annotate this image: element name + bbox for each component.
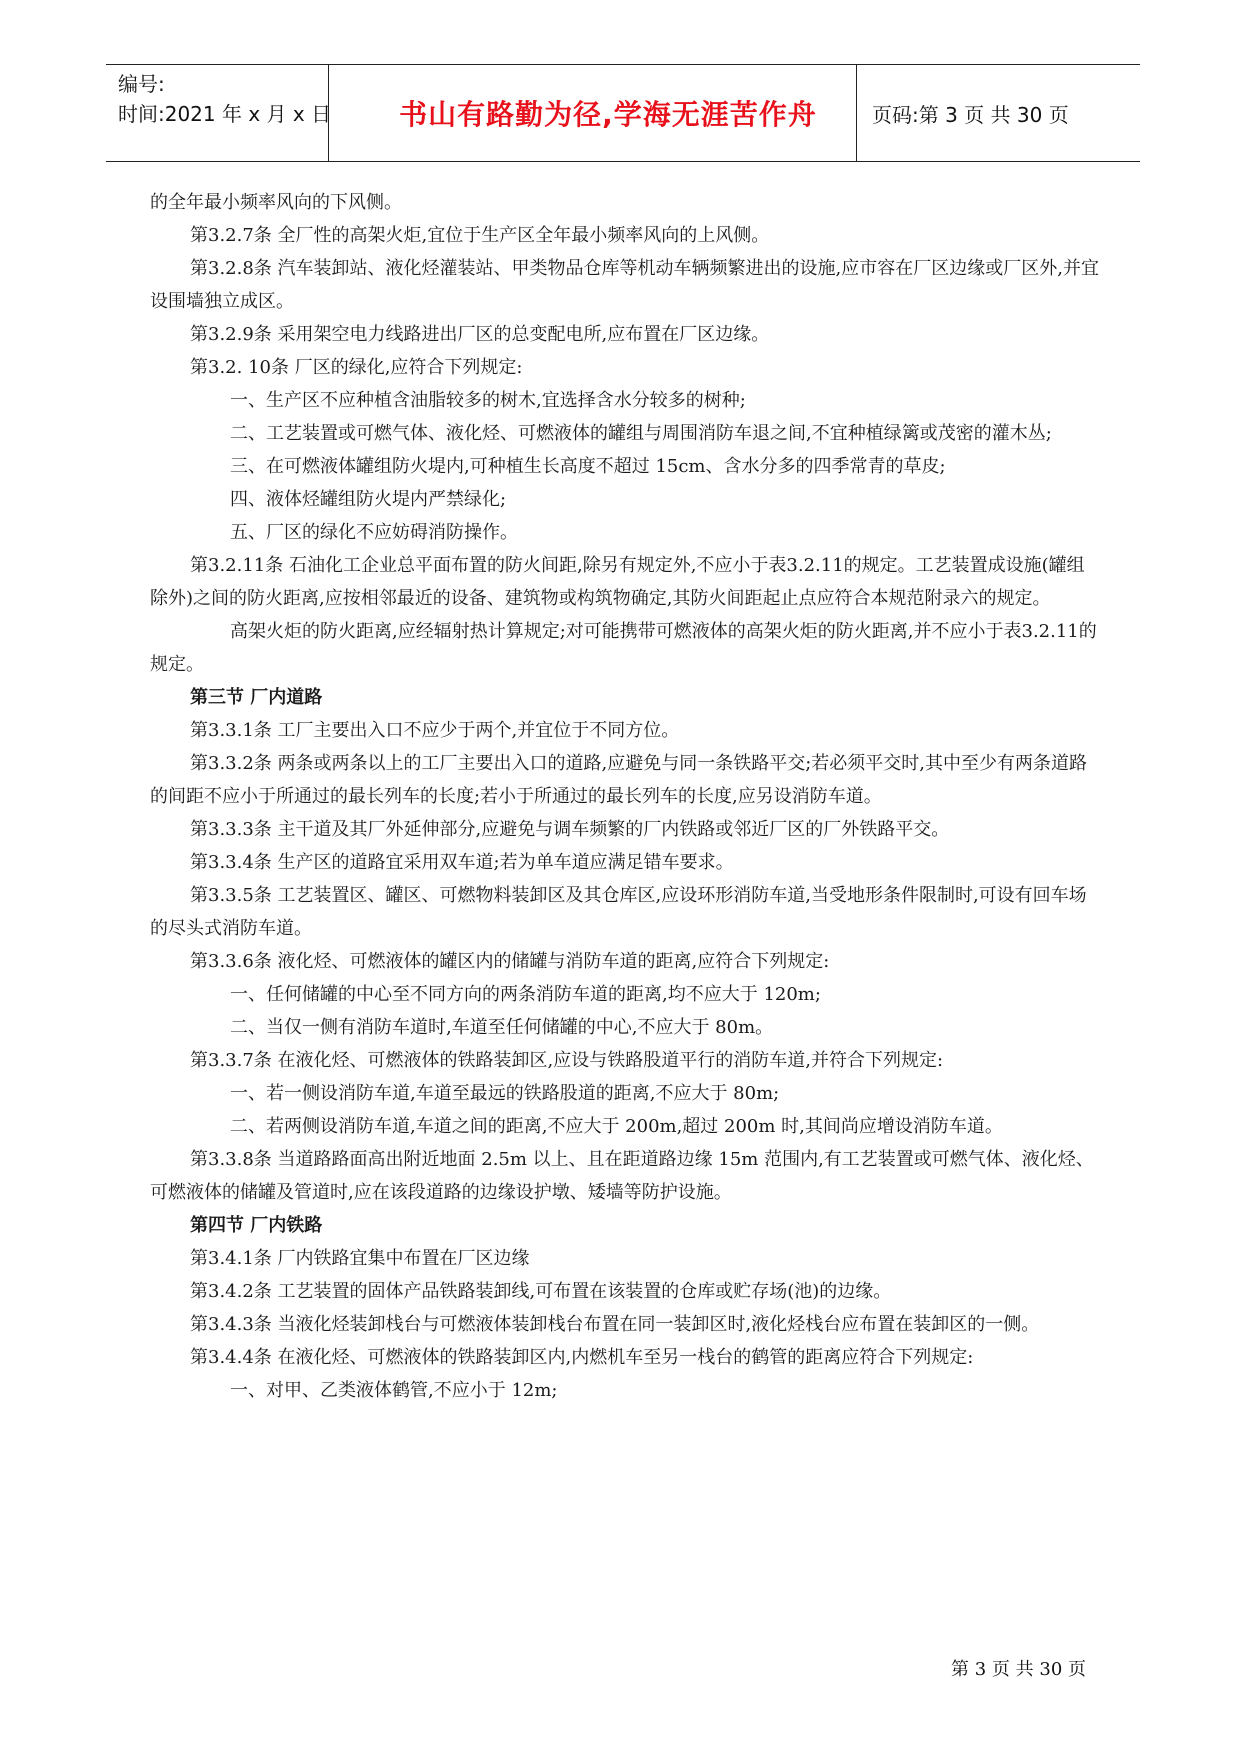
header-divider	[328, 65, 329, 161]
body-paragraph: 第3.3.4条 生产区的道路宜采用双车道;若为单车道应满足错车要求。	[190, 852, 734, 873]
body-paragraph: 第3.4.2条 工艺装置的固体产品铁路装卸线,可布置在该装置的仓库或贮存场(池)的边缘。	[190, 1281, 892, 1302]
body-paragraph: 一、生产区不应种植含油脂较多的树木,宜选择含水分较多的树种;	[230, 390, 746, 411]
body-paragraph: 第3.3.3条 主干道及其厂外延伸部分,应避免与调车频繁的厂内铁路或邻近厂区的厂外铁路平交。	[190, 819, 950, 840]
section-heading: 第三节 厂内道路	[190, 687, 323, 708]
body-paragraph: 一、若一侧设消防车道,车道至最远的铁路股道的距离,不应大于 80m;	[230, 1083, 780, 1104]
section-heading: 第四节 厂内铁路	[190, 1215, 323, 1236]
page-footer: 第 3 页 共 30 页	[951, 1659, 1086, 1680]
header-motto: 书山有路勤为径,学海无涯苦作舟	[399, 98, 817, 131]
body-paragraph: 的全年最小频率风向的下风侧。	[150, 192, 402, 213]
body-paragraph: 高架火炬的防火距离,应经辐射热计算规定;对可能携带可燃液体的高架火炬的防火距离,并不应小于表3.2.11的规定。	[150, 621, 1097, 675]
body-paragraph: 第3.3.2条 两条或两条以上的工厂主要出入口的道路,应避免与同一条铁路平交;若必须平交时,其中至少有两条道路的间距不应小于所通过的最长列车的长度;若小于所通过的最长列车的长度,应另设消防车道。	[150, 753, 1088, 807]
body-paragraph: 第3.2. 10条 厂区的绿化,应符合下列规定:	[190, 357, 523, 378]
body-paragraph: 第3.4.4条 在液化烃、可燃液体的铁路装卸区内,内燃机车至另一栈台的鹤管的距离应符合下列规定:	[190, 1347, 974, 1368]
document-number-label: 编号:	[118, 72, 165, 96]
page-header	[106, 64, 1140, 162]
body-paragraph: 第3.4.3条 当液化烃装卸栈台与可燃液体装卸栈台布置在同一装卸区时,液化烃栈台应布置在装卸区的一侧。	[190, 1314, 1040, 1335]
body-paragraph: 二、若两侧设消防车道,车道之间的距离,不应大于 200m,超过 200m 时,其间尚应增设消防车道。	[230, 1116, 1003, 1137]
body-paragraph: 一、任何储罐的中心至不同方向的两条消防车道的距离,均不应大于 120m;	[230, 984, 821, 1005]
body-paragraph: 四、液体烃罐组防火堤内严禁绿化;	[230, 489, 507, 510]
body-paragraph: 第3.2.8条 汽车装卸站、液化烃灌装站、甲类物品仓库等机动车辆频繁进出的设施,应市容在厂区边缘或厂区外,并宜设围墙独立成区。	[150, 258, 1099, 312]
body-paragraph: 二、工艺装置或可燃气体、液化烃、可燃液体的罐组与周围消防车退之间,不宜种植绿篱或茂密的灌木丛;	[230, 423, 1052, 444]
document-body	[150, 186, 1100, 1407]
body-paragraph: 五、厂区的绿化不应妨碍消防操作。	[230, 522, 518, 543]
header-divider	[856, 65, 857, 161]
body-paragraph: 第3.3.1条 工厂主要出入口不应少于两个,并宜位于不同方位。	[190, 720, 680, 741]
body-paragraph: 第3.2.9条 采用架空电力线路进出厂区的总变配电所,应布置在厂区边缘。	[190, 324, 770, 345]
body-paragraph: 三、在可燃液体罐组防火堤内,可种植生长高度不超过 15cm、含水分多的四季常青的草皮;	[230, 456, 946, 477]
body-paragraph: 第3.2.7条 全厂性的高架火炬,宜位于生产区全年最小频率风向的上风侧。	[190, 225, 770, 246]
body-paragraph: 第3.2.11条 石油化工企业总平面布置的防火间距,除另有规定外,不应小于表3.2.11的规定。工艺装置成设施(罐组除外)之间的防火距离,应按相邻最近的设备、建筑物或构筑物确定,其防火间距起止点应符合本规范附录六的规定。	[150, 555, 1085, 609]
body-paragraph: 二、当仅一侧有消防车道时,车道至任何储罐的中心,不应大于 80m。	[230, 1017, 774, 1038]
body-paragraph: 一、对甲、乙类液体鹤管,不应小于 12m;	[230, 1380, 558, 1401]
body-paragraph: 第3.3.5条 工艺装置区、罐区、可燃物料装卸区及其仓库区,应设环形消防车道,当受地形条件限制时,可设有回车场的尽头式消防车道。	[150, 885, 1087, 939]
body-paragraph: 第3.3.6条 液化烃、可燃液体的罐区内的储罐与消防车道的距离,应符合下列规定:	[190, 951, 830, 972]
header-meta	[118, 69, 368, 129]
document-time-label: 时间:2021 年 x 月 x 日	[118, 102, 332, 126]
header-page-number: 页码:第 3 页 共 30 页	[872, 102, 1069, 127]
body-paragraph: 第3.3.7条 在液化烃、可燃液体的铁路装卸区,应设与铁路股道平行的消防车道,并符合下列规定:	[190, 1050, 944, 1071]
body-paragraph: 第3.4.1条 厂内铁路宜集中布置在厂区边缘	[190, 1248, 530, 1269]
body-paragraph: 第3.3.8条 当道路路面高出附近地面 2.5m 以上、且在距道路边缘 15m 范围内,有工艺装置或可燃气体、液化烃、可燃液体的储罐及管道时,应在该段道路的边缘设护墩、矮墙等防护设施。	[150, 1149, 1094, 1203]
